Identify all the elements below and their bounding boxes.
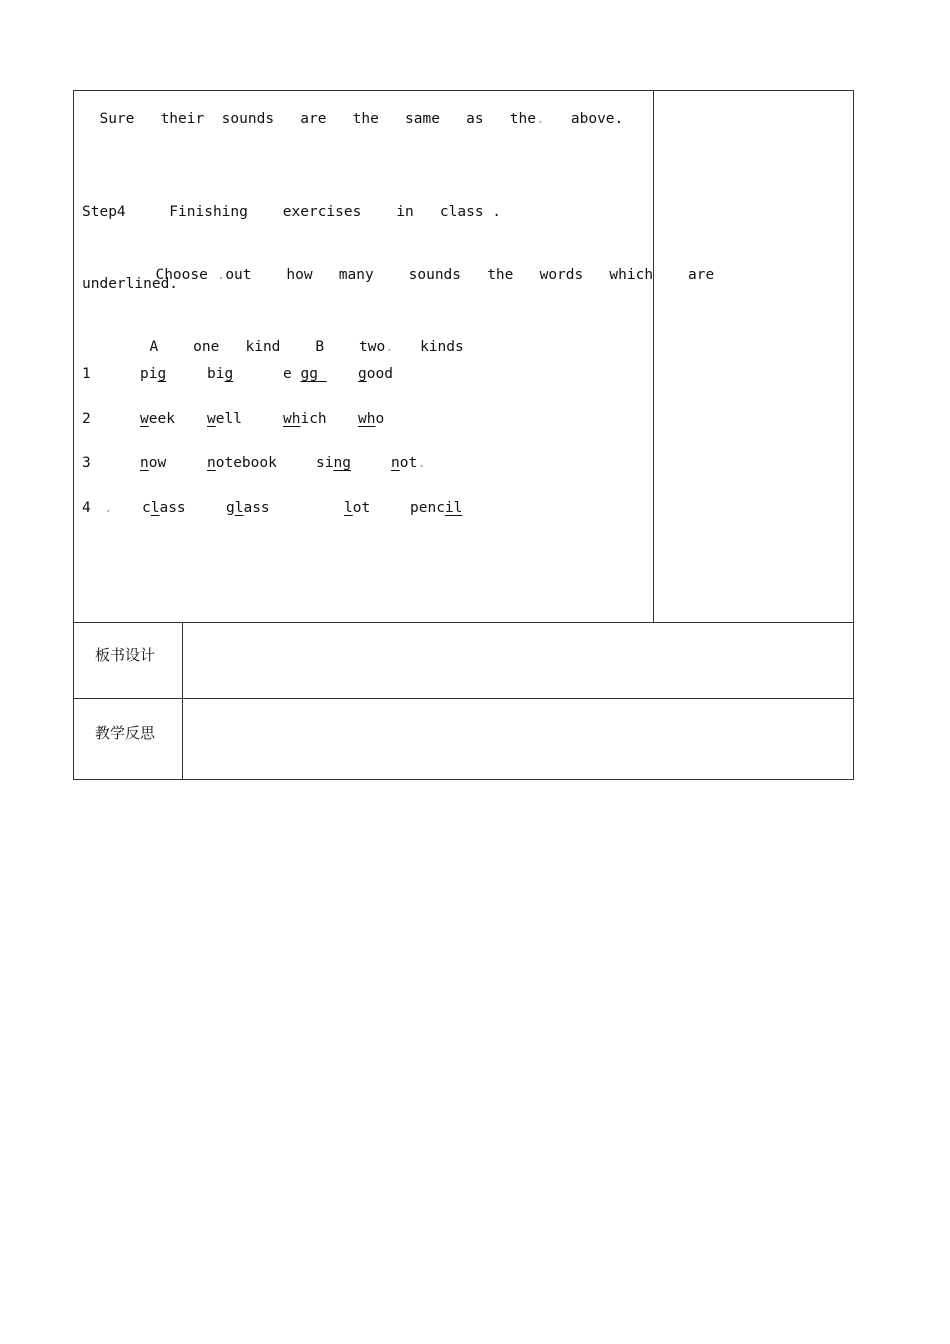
exercise-word xyxy=(207,365,233,383)
word-part: ell xyxy=(215,411,242,427)
word-part: g xyxy=(226,500,235,516)
exercise-number: 4 xyxy=(82,500,91,516)
table-left-border xyxy=(73,90,74,780)
underlined-letters: n xyxy=(140,455,149,471)
exercise-word xyxy=(283,410,327,428)
underlined-letters: wh xyxy=(283,411,301,427)
word-part: si xyxy=(316,455,334,471)
exercise-word xyxy=(316,454,351,472)
exercise-number: 2 xyxy=(82,411,91,427)
word-part: bi xyxy=(207,366,225,382)
underlined-letters: g xyxy=(157,366,167,382)
exercise-word xyxy=(391,454,426,472)
row-divider-1 xyxy=(73,622,854,623)
underlined-letters: g xyxy=(224,366,234,382)
table-right-border xyxy=(853,90,854,780)
exercise-word xyxy=(140,454,166,472)
board-design-label: 板书设计 xyxy=(95,646,156,664)
notes-column-divider xyxy=(653,90,654,622)
word-part: ass xyxy=(159,500,186,516)
exercise-number: 3 xyxy=(82,455,91,471)
exercise-word xyxy=(283,365,327,383)
instruction-start: Choose xyxy=(155,267,217,283)
word-part: ot xyxy=(352,500,371,516)
word-part: ow xyxy=(148,455,167,471)
underlined-letters: wh xyxy=(358,411,376,427)
mark-dot: . xyxy=(216,267,226,283)
table-top-border xyxy=(73,90,854,91)
exercise-word xyxy=(344,499,370,517)
underlined-letters: g xyxy=(358,366,367,382)
word-part: o xyxy=(375,411,385,427)
exercise-word xyxy=(410,499,462,517)
word-part: e xyxy=(283,366,301,382)
word-part: pi xyxy=(140,366,158,382)
underlined-letters: gg xyxy=(300,366,327,382)
options-end: kinds xyxy=(393,339,464,355)
word-part: ood xyxy=(366,366,393,382)
exercise-word xyxy=(207,410,242,428)
intro-end: above. xyxy=(544,111,624,127)
exercise-word xyxy=(140,365,166,383)
instruction-rest: out how many sounds the words which are xyxy=(225,267,715,283)
label-column-divider xyxy=(182,622,183,780)
exercise-word xyxy=(140,410,175,428)
mark-dot: . xyxy=(417,455,426,471)
word-part: eek xyxy=(148,411,175,427)
underlined-letters: l xyxy=(344,500,353,516)
row-divider-2 xyxy=(73,698,854,699)
table-bottom-border xyxy=(73,779,854,780)
instruction-line xyxy=(138,248,714,284)
underlined-letters: ng xyxy=(333,455,351,471)
mark-dot: . xyxy=(385,339,394,355)
word-part: penc xyxy=(410,500,445,516)
step4-title: Step4 Finishing exercises in class . xyxy=(82,204,502,220)
underlined-letters: n xyxy=(207,455,216,471)
mark-dot: . xyxy=(535,111,545,127)
options-text: A one kind B two xyxy=(149,339,386,355)
word-part: ass xyxy=(243,500,270,516)
intro-line xyxy=(82,92,623,128)
intro-text: Sure their sounds are the same as the xyxy=(99,111,536,127)
exercise-word xyxy=(358,365,393,383)
word-part: c xyxy=(142,500,151,516)
underlined-letters: l xyxy=(150,500,160,516)
mark-dot: . xyxy=(104,500,113,516)
underlined-letters: il xyxy=(444,500,463,516)
exercise-word xyxy=(207,454,277,472)
instruction-wrap: underlined. xyxy=(82,276,179,292)
exercise-word xyxy=(358,410,384,428)
word-part: ot xyxy=(399,455,418,471)
word-part: otebook xyxy=(215,455,277,471)
underlined-letters: l xyxy=(234,500,244,516)
answer-options xyxy=(132,320,464,356)
underlined-letters: n xyxy=(391,455,400,471)
word-part: ich xyxy=(300,411,327,427)
exercise-word xyxy=(226,499,270,517)
underlined-letters: w xyxy=(207,411,216,427)
reflection-label: 教学反思 xyxy=(95,724,156,742)
exercise-word xyxy=(142,499,186,517)
exercise-number: 1 xyxy=(82,366,91,382)
underlined-letters: w xyxy=(140,411,149,427)
